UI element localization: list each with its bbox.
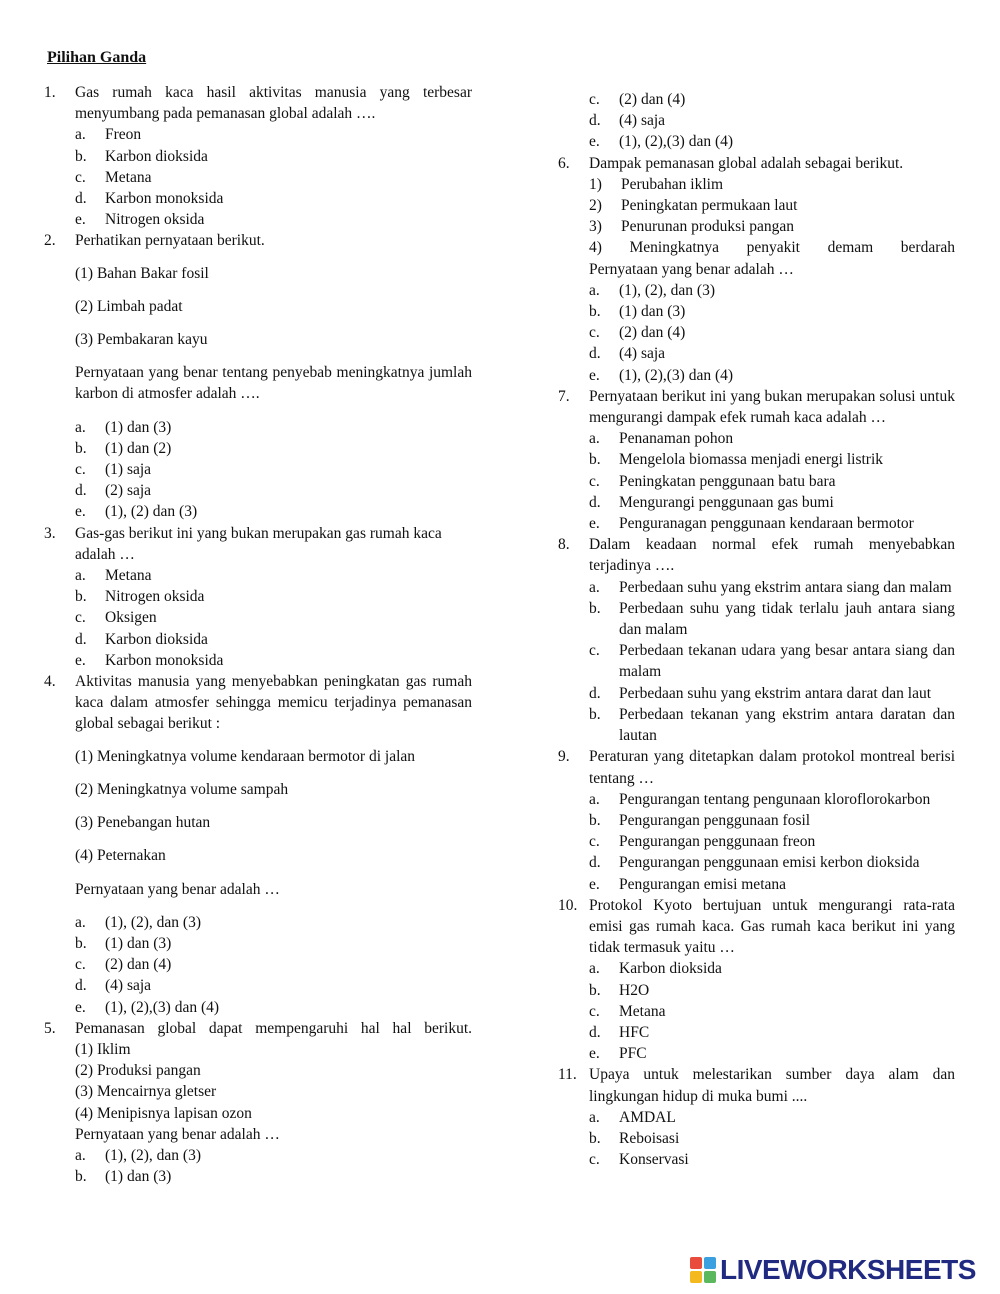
- option-a[interactable]: a. (1) dan (3): [75, 418, 172, 436]
- option-d[interactable]: d. Karbon dioksida: [75, 630, 208, 648]
- question-stem: Aktivitas manusia yang menyebabkan peningkatan gas rumah kaca dalam atmosfer sehingga memicu terjadinya pemanasan global sebagai berikut :: [75, 673, 472, 733]
- question-stem: Pernyataan berikut ini yang bukan merupakan solusi untuk mengurangi dampak efek rumah kaca adalah …: [589, 387, 955, 427]
- option-a[interactable]: a. Freon: [75, 126, 142, 144]
- option-a[interactable]: a. Metana: [75, 567, 152, 585]
- option-a[interactable]: a. Perbedaan suhu yang ekstrim antara siang dan malam: [589, 578, 952, 596]
- right-column: [558, 89, 955, 1170]
- option-a[interactable]: a. (1), (2), dan (3): [75, 913, 201, 931]
- option-e[interactable]: e. (1), (2),(3) dan (4): [75, 998, 220, 1016]
- option-a[interactable]: a. Karbon dioksida: [589, 960, 722, 978]
- statement: (2) Produksi pangan: [75, 1062, 201, 1080]
- question-number: 6.: [558, 154, 570, 172]
- question-9: [558, 746, 955, 894]
- question-5-continued: [558, 89, 955, 153]
- question-stem: Peraturan yang ditetapkan dalam protokol montreal berisi tentang …: [589, 748, 955, 787]
- question-4: [44, 671, 472, 1018]
- question-prompt: Pernyataan yang benar tentang penyebab meningkatnya jumlah karbon di atmosfer adalah ….: [75, 364, 472, 403]
- option-b[interactable]: b. (1) dan (3): [589, 303, 686, 321]
- statement: 4) Meningkatnya penyakit demam berdarah: [589, 239, 955, 257]
- option-b[interactable]: b. Perbedaan suhu yang tidak terlalu jauh antara siang dan malam: [589, 599, 955, 639]
- option-c[interactable]: c. Oksigen: [75, 609, 157, 627]
- question-number: 2.: [44, 232, 56, 250]
- option-d[interactable]: d. (2) saja: [75, 482, 152, 500]
- option-b[interactable]: b. Nitrogen oksida: [75, 588, 205, 606]
- option-c[interactable]: c. (2) dan (4): [589, 324, 686, 342]
- question-stem: Pemanasan global dapat mempengaruhi hal hal berikut.: [75, 1019, 472, 1037]
- question-number: 4.: [44, 673, 56, 691]
- option-a[interactable]: a. (1), (2), dan (3): [75, 1146, 201, 1164]
- question-number: 5.: [44, 1019, 56, 1037]
- question-5: [44, 1018, 472, 1188]
- question-number: 7.: [558, 387, 570, 405]
- question-2: [44, 230, 472, 522]
- option-b[interactable]: b. (1) dan (2): [75, 439, 172, 457]
- statement: (3) Pembakaran kayu: [75, 331, 208, 349]
- option-c[interactable]: c. (2) dan (4): [75, 956, 172, 974]
- liveworksheets-logo: [690, 1255, 976, 1285]
- statement: (2) Meningkatnya volume sampah: [75, 780, 289, 798]
- question-prompt: Pernyataan yang benar adalah …: [75, 1125, 280, 1143]
- question-prompt: Pernyataan yang benar adalah …: [589, 260, 794, 278]
- option-c[interactable]: c. (1) saja: [75, 461, 152, 479]
- statement: (3) Mencairnya gletser: [75, 1083, 217, 1101]
- question-prompt: Pernyataan yang benar adalah …: [75, 880, 280, 898]
- statement: 2) Peningkatan permukaan laut: [589, 197, 798, 215]
- logo-icon: [690, 1257, 716, 1283]
- option-d[interactable]: d. (4) saja: [589, 345, 666, 363]
- statement: (1) Meningkatnya volume kendaraan bermotor di jalan: [75, 747, 416, 765]
- option-a[interactable]: a. Pengurangan tentang pengunaan kloroflorokarbon: [589, 790, 931, 808]
- option-e[interactable]: e. Nitrogen oksida: [75, 211, 205, 229]
- option-e[interactable]: e. (1), (2),(3) dan (4): [589, 133, 734, 151]
- option-d[interactable]: d. HFC: [589, 1023, 650, 1041]
- option-b[interactable]: b. Reboisasi: [589, 1129, 680, 1147]
- option-c[interactable]: c. Peningkatan penggunaan batu bara: [589, 472, 836, 490]
- option-c[interactable]: c. (2) dan (4): [589, 91, 686, 108]
- left-column: [44, 82, 472, 1187]
- question-1: [44, 82, 472, 230]
- option-a[interactable]: a. AMDAL: [589, 1108, 676, 1126]
- logo-text: LIVEWORKSHEETS: [720, 1254, 976, 1286]
- option-b[interactable]: b. Pengurangan penggunaan fosil: [589, 811, 811, 829]
- question-stem: Dalam keadaan normal efek rumah menyebabkan terjadinya ….: [589, 536, 955, 575]
- option-c[interactable]: c. Metana: [75, 168, 152, 186]
- logo-square: [704, 1257, 716, 1269]
- logo-square: [690, 1257, 702, 1269]
- option-e[interactable]: e. PFC: [589, 1045, 647, 1063]
- question-10: [558, 895, 955, 1065]
- question-number: 11.: [558, 1066, 577, 1084]
- option-d[interactable]: d. (4) saja: [75, 977, 152, 995]
- option-e[interactable]: e. Penguranagan penggunaan kendaraan bermotor: [589, 515, 914, 533]
- question-stem: Upaya untuk melestarikan sumber daya alam dan lingkungan hidup di muka bumi ....: [589, 1066, 955, 1105]
- option-d[interactable]: d. Pengurangan penggunaan emisi kerbon dioksida: [589, 854, 920, 872]
- option-e[interactable]: b. Perbedaan tekanan yang ekstrim antara daratan dan lautan: [589, 705, 955, 745]
- statement: (4) Peternakan: [75, 847, 166, 865]
- statement: 1) Perubahan iklim: [589, 175, 724, 193]
- question-stem: Gas rumah kaca hasil aktivitas manusia yang terbesar menyumbang pada pemanasan global adalah ….: [75, 84, 472, 123]
- question-number: 10.: [558, 896, 578, 914]
- question-stem: Dampak pemanasan global adalah sebagai berikut.: [589, 154, 904, 172]
- statement: (1) Iklim: [75, 1040, 131, 1058]
- question-stem: Protokol Kyoto bertujuan untuk mengurangi rata-rata emisi gas rumah kaca. Gas rumah kaca berikut ini yang tidak termasuk yaitu …: [589, 896, 955, 957]
- logo-square: [704, 1271, 716, 1283]
- option-e[interactable]: e. Pengurangan emisi metana: [589, 875, 787, 893]
- option-c[interactable]: c. Pengurangan penggunaan freon: [589, 833, 816, 851]
- statement: (1) Bahan Bakar fosil: [75, 264, 209, 282]
- question-11: [558, 1064, 955, 1170]
- option-d[interactable]: d. Mengurangi penggunaan gas bumi: [589, 493, 834, 511]
- option-a[interactable]: a. (1), (2), dan (3): [589, 281, 715, 299]
- question-3: [44, 523, 472, 671]
- option-b[interactable]: b. Mengelola biomassa menjadi energi listrik: [589, 451, 884, 469]
- option-e[interactable]: e. (1), (2),(3) dan (4): [589, 366, 734, 384]
- option-e[interactable]: e. (1), (2) dan (3): [75, 503, 198, 521]
- question-7: [558, 386, 955, 534]
- option-c[interactable]: c. Metana: [589, 1002, 666, 1020]
- option-d[interactable]: d. Perbedaan suhu yang ekstrim antara darat dan laut: [589, 684, 932, 702]
- question-stem: Gas-gas berikut ini yang bukan merupakan gas rumah kaca adalah …: [75, 524, 442, 563]
- statement: (2) Limbah padat: [75, 297, 183, 315]
- logo-square: [690, 1271, 702, 1283]
- option-d[interactable]: d. Karbon monoksida: [75, 190, 224, 208]
- option-c[interactable]: c. Konservasi: [589, 1151, 689, 1169]
- question-number: 8.: [558, 536, 570, 554]
- option-b[interactable]: b. (1) dan (3): [75, 934, 172, 952]
- option-b[interactable]: b. (1) dan (3): [75, 1168, 172, 1186]
- section-heading: Pilihan Ganda: [47, 49, 147, 66]
- question-8: [558, 534, 955, 746]
- option-e[interactable]: e. Karbon monoksida: [75, 651, 224, 669]
- option-c[interactable]: c. Perbedaan tekanan udara yang besar antara siang dan malam: [589, 642, 955, 681]
- question-number: 1.: [44, 84, 56, 101]
- question-stem: Perhatikan pernyataan berikut.: [75, 232, 265, 250]
- option-b[interactable]: b. H2O: [589, 981, 650, 999]
- statement: 3) Penurunan produksi pangan: [589, 218, 795, 236]
- question-6: [558, 153, 955, 386]
- option-d[interactable]: d. (4) saja: [589, 112, 666, 130]
- option-a[interactable]: a. Penanaman pohon: [589, 430, 734, 448]
- option-b[interactable]: b. Karbon dioksida: [75, 147, 208, 165]
- statement: (3) Penebangan hutan: [75, 814, 211, 832]
- question-number: 3.: [44, 524, 56, 542]
- statement: (4) Menipisnya lapisan ozon: [75, 1104, 252, 1122]
- question-number: 9.: [558, 748, 570, 766]
